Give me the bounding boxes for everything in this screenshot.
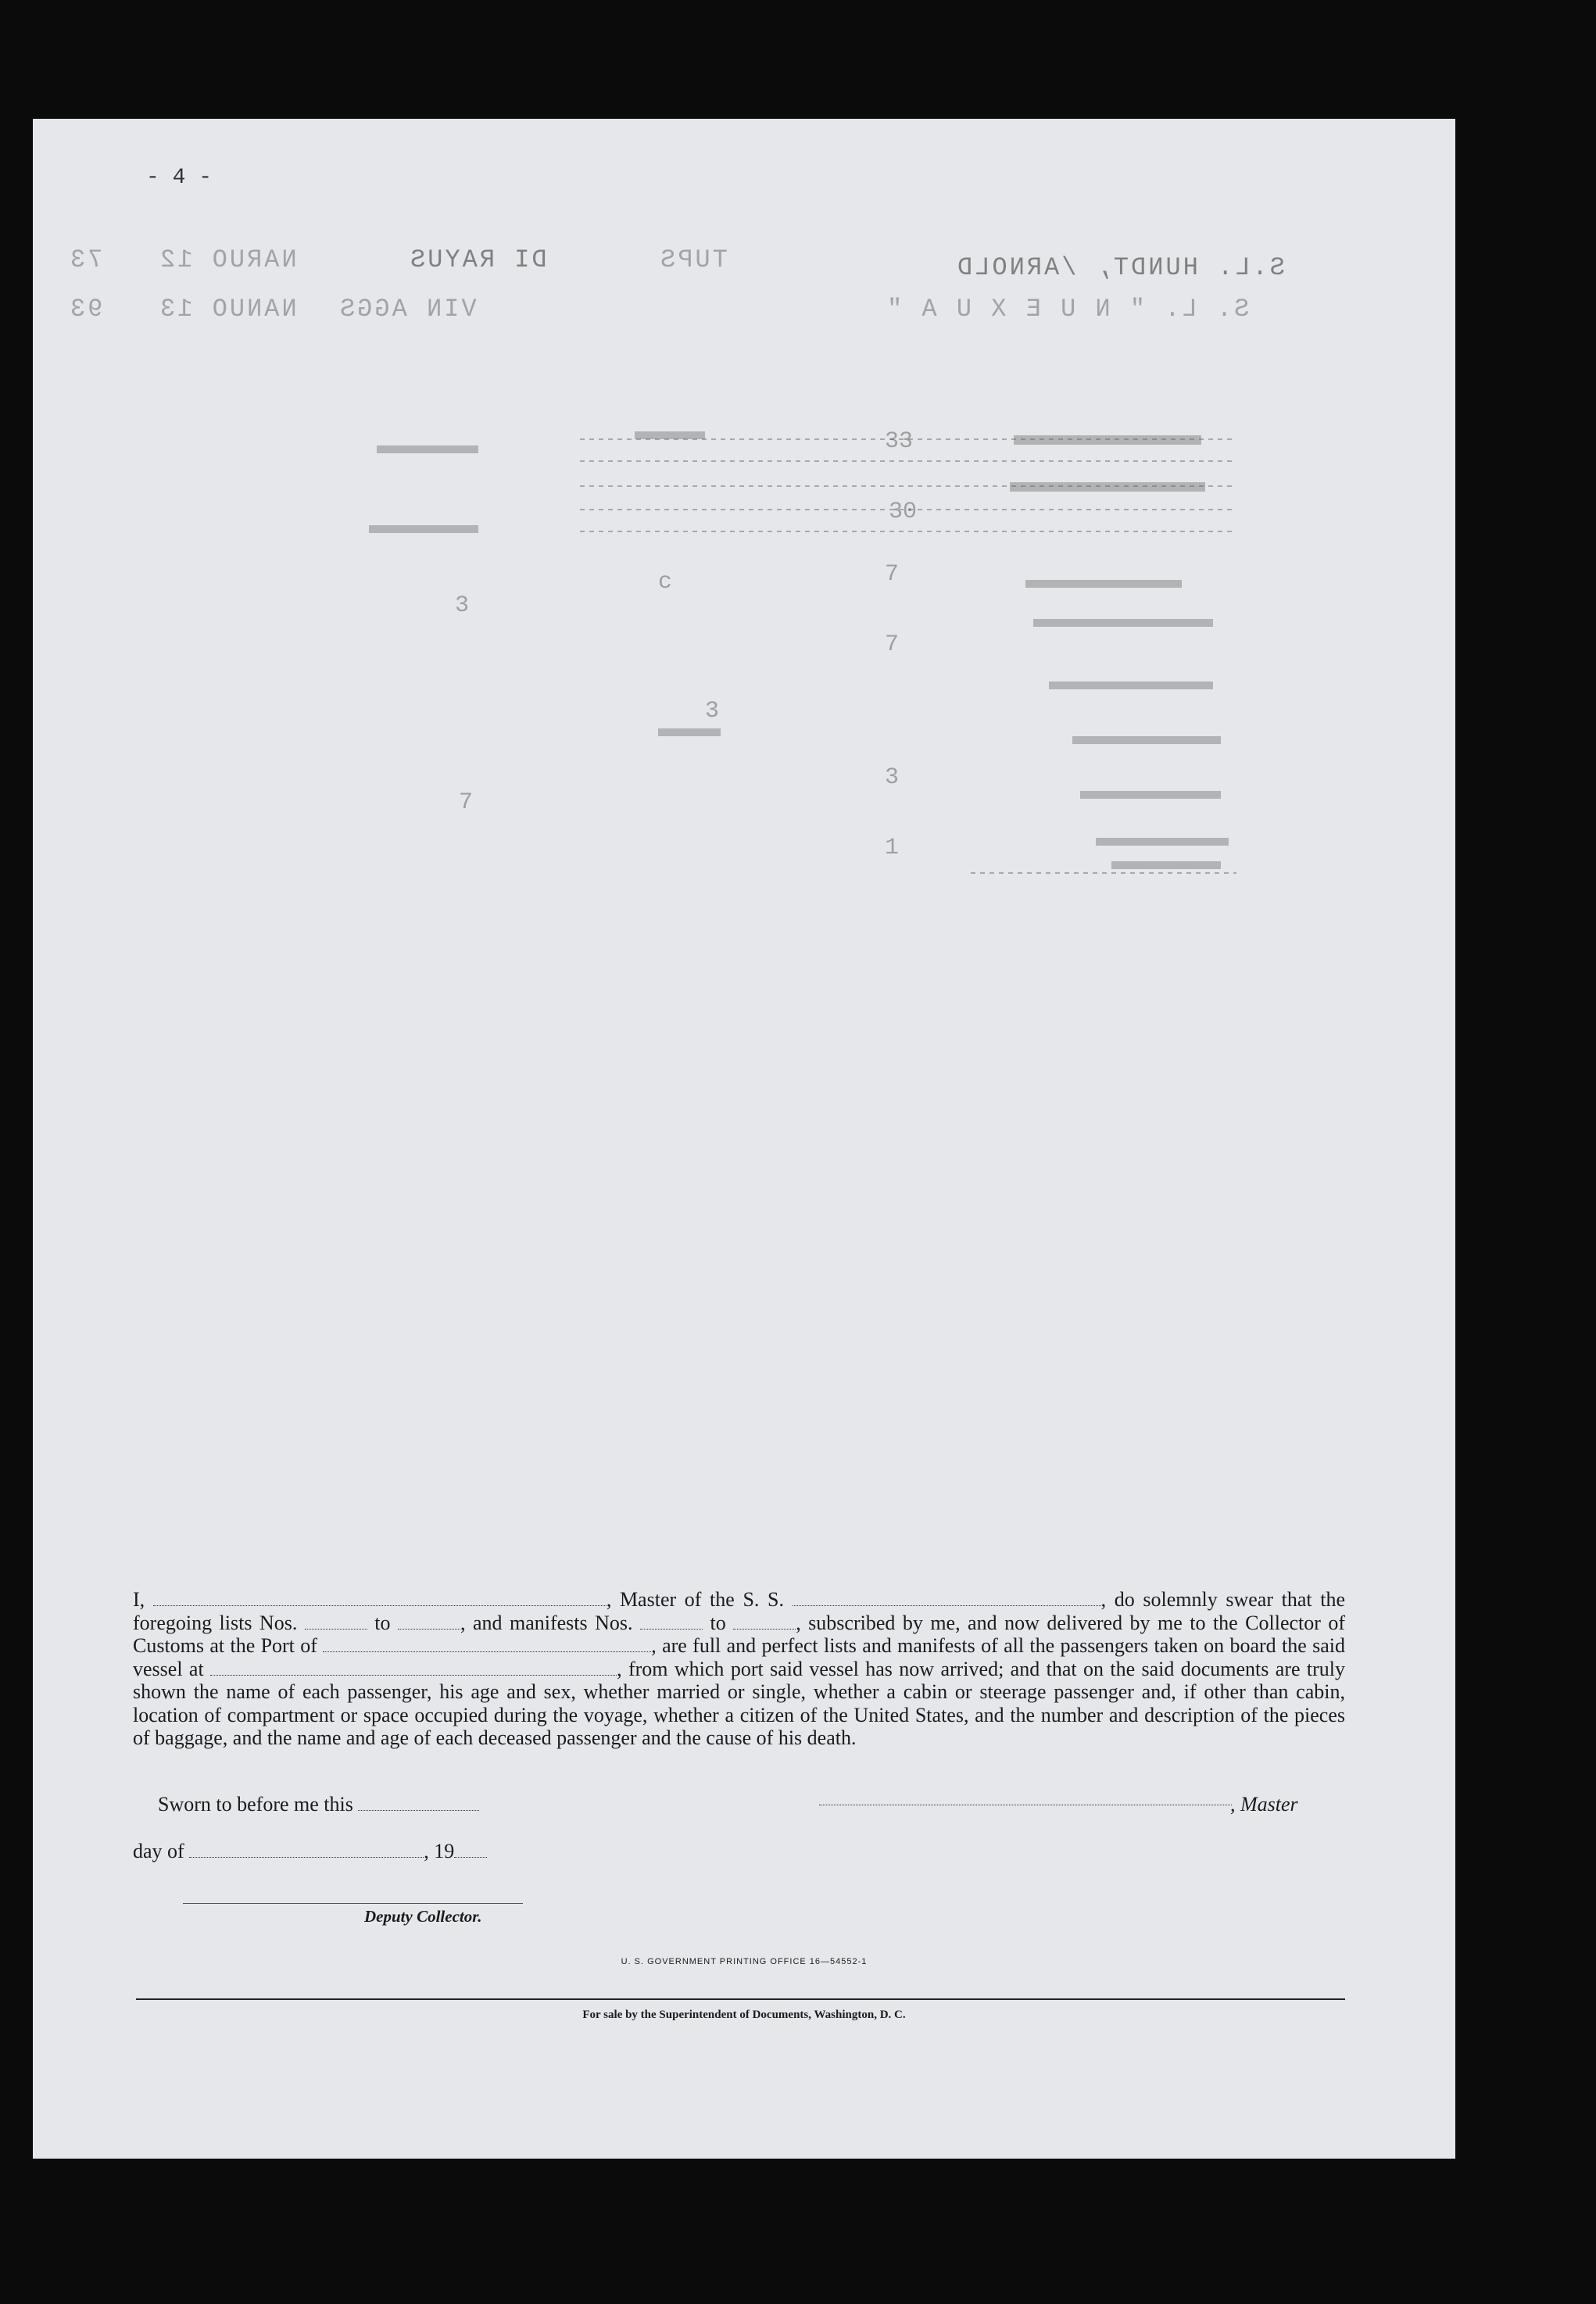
- day-of-line: [133, 1840, 487, 1863]
- bleed-through-text: 93: [68, 295, 103, 324]
- master-label: , Master: [1230, 1793, 1298, 1816]
- bleed-through-entries: [33, 119, 1455, 978]
- deputy-collector-label: Deputy Collector.: [364, 1907, 482, 1926]
- masters-oath: [133, 1588, 1345, 1750]
- oath-text: delivered by me to the Collector of Customs at the Port of: [133, 1611, 1346, 1657]
- bleed-through-text: DI RAYUS: [408, 245, 547, 274]
- svg-text:7: 7: [885, 631, 900, 658]
- oath-text: I,: [133, 1588, 145, 1611]
- svg-text:3: 3: [705, 698, 720, 724]
- svg-text:c: c: [658, 569, 673, 596]
- oath-text: , and manifests Nos.: [460, 1611, 633, 1634]
- oath-text: , subscribed by me, and now: [796, 1611, 1040, 1634]
- year-field[interactable]: [454, 1856, 487, 1858]
- svg-text:3: 3: [885, 764, 900, 791]
- bleed-through-text: S. L. " N U E X U A ": [885, 295, 1250, 324]
- list-to-field[interactable]: [398, 1628, 460, 1630]
- oath-text: , from which: [617, 1657, 725, 1680]
- sworn-to-label: [158, 1793, 479, 1816]
- bleed-through-text: 73: [68, 245, 103, 274]
- sworn-date-field[interactable]: [358, 1809, 479, 1811]
- oath-text: swear that the foregoing lists Nos.: [133, 1588, 1346, 1634]
- footer-divider: [136, 1998, 1345, 2000]
- day-of-text: day of: [133, 1840, 184, 1862]
- port-field[interactable]: [323, 1651, 651, 1652]
- manifest-to-field[interactable]: [733, 1628, 796, 1630]
- manifest-sheet: [33, 119, 1455, 2159]
- bleed-through-text: S.L. HUNDT, /ARNOLD: [955, 253, 1285, 282]
- oath-text: to: [710, 1611, 726, 1634]
- bleed-through-text: NANUO 13: [158, 295, 297, 324]
- embark-port-field[interactable]: [210, 1674, 617, 1676]
- svg-text:30: 30: [889, 499, 918, 525]
- svg-text:3: 3: [455, 592, 470, 619]
- bleed-through-text: TUPS: [658, 245, 728, 274]
- bleed-through-text: NARUO 12: [158, 245, 297, 274]
- svg-text:1: 1: [885, 835, 900, 861]
- oath-text: , do solemnly: [1100, 1588, 1218, 1611]
- master-name-field[interactable]: [153, 1605, 607, 1606]
- bleed-through-text: VIN AGGS: [338, 295, 477, 324]
- oath-body: port said vessel has now arrived; and that on the said documents are truly shown the name of each passenger, his age and sex, whether married or single, whether a cabin or steerage passenger and, if other than cabin, location of compartment or space occupied during the voyage, whether a citizen of the United States, and the number and description of the pieces of baggage, and the name and age of each deceased passenger and the cause of his death.: [133, 1657, 1345, 1749]
- year-prefix: , 19: [424, 1840, 455, 1862]
- page-number: - 4 -: [146, 166, 213, 190]
- month-field[interactable]: [189, 1856, 424, 1858]
- svg-text:7: 7: [459, 789, 474, 816]
- svg-text:33: 33: [885, 428, 914, 455]
- ship-name-field[interactable]: [793, 1605, 1101, 1606]
- oath-text: , Master of the S. S.: [606, 1588, 784, 1611]
- svg-text:7: 7: [885, 561, 900, 588]
- oath-text: manifests of all the passengers taken on board the said vessel at: [133, 1634, 1346, 1680]
- for-sale-notice: For sale by the Superintendent of Documents, Washington, D. C.: [582, 2009, 906, 2021]
- printing-office-imprint: U. S. GOVERNMENT PRINTING OFFICE 16—54552-1: [621, 1957, 868, 1966]
- oath-text: , are full and perfect lists and: [651, 1634, 892, 1657]
- list-from-field[interactable]: [305, 1628, 367, 1630]
- sworn-text: Sworn to before me this: [158, 1793, 353, 1816]
- manifest-from-field[interactable]: [640, 1628, 703, 1630]
- deputy-signature-field[interactable]: [183, 1903, 523, 1904]
- oath-text: to: [374, 1611, 391, 1634]
